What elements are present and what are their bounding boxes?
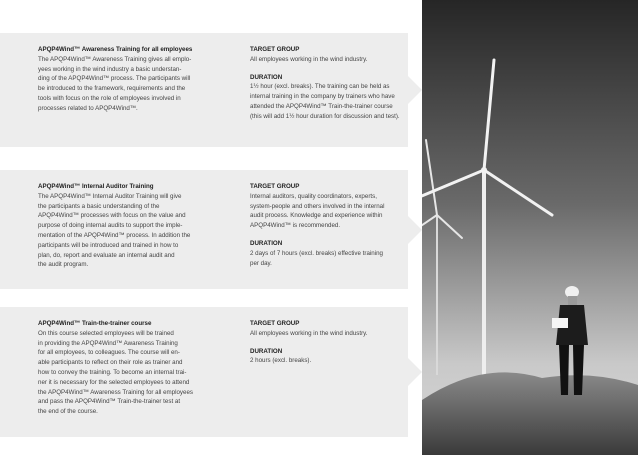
duration-line: per day. xyxy=(250,259,272,267)
duration-label: DURATION xyxy=(250,347,283,355)
description-line: and pass the APQP4Wind™ Train-the-trainer test at xyxy=(38,398,181,406)
description-line: how to convey the training. To become an internal trai- xyxy=(38,368,187,376)
course-title: APQP4Wind™ Internal Auditor Training xyxy=(38,183,154,190)
target-group-label: TARGET GROUP xyxy=(250,46,300,53)
duration-line: internal training in the company by trainers who have xyxy=(250,93,395,101)
internal-auditor-panel xyxy=(0,170,408,289)
duration-label: DURATION xyxy=(250,73,283,81)
course-details xyxy=(250,319,400,366)
grassy-hill xyxy=(422,372,638,455)
description-line: On this course selected employees will be trained xyxy=(38,329,174,337)
description-line: processes related to APQP4Wind™. xyxy=(38,104,138,112)
duration-line: (this will add 1½ hour duration for discussion and test). xyxy=(250,112,400,120)
panel-arrow xyxy=(408,358,422,386)
description-line: the APQP4Wind™ Awareness Training for all employees xyxy=(38,388,193,396)
description-line: yees working in the wind industry a basic understan- xyxy=(38,65,182,73)
duration-line: 2 days of 7 hours (excl. breaks) effective training xyxy=(250,249,383,257)
description-line: the audit program. xyxy=(38,261,89,269)
description-line: able participants to reflect on their role as trainer and xyxy=(38,359,183,367)
description-line: participants will be introduced and trained in how to xyxy=(38,241,179,249)
target-group-line: system-people and others involved in the internal xyxy=(250,202,385,210)
description-line: purpose of doing internal audits to support the imple- xyxy=(38,222,183,230)
duration-line: 1½ hour (excl. breaks). The training can be held as xyxy=(250,83,390,91)
duration-line: 2 hours (excl. breaks). xyxy=(250,357,312,365)
description-line: The APQP4Wind™ Awareness Training gives all emplo- xyxy=(38,55,192,63)
description-line: be introduced to the framework, requirements and the xyxy=(38,85,186,93)
description-line: the participants a basic understanding of the xyxy=(38,202,160,210)
description-line: mentation of the APQP4Wind™ process. In addition the xyxy=(38,231,191,239)
panel-arrow xyxy=(408,216,422,244)
turbine-tower-far xyxy=(436,215,438,375)
awareness-training-panel xyxy=(0,33,408,147)
description-line: in providing the APQP4Wind™ Awareness Training xyxy=(38,339,178,347)
duration-label: DURATION xyxy=(250,239,283,247)
target-group-line: All employees working in the wind industry. xyxy=(250,329,368,337)
description-line: ding of the APQP4Wind™ process. The participants will xyxy=(38,75,191,83)
target-group-label: TARGET GROUP xyxy=(250,320,300,327)
course-details xyxy=(250,45,400,122)
course-details xyxy=(250,182,400,268)
description-line: the end of the course. xyxy=(38,408,98,416)
target-group-line: audit process. Knowledge and experience within xyxy=(250,212,383,220)
course-description xyxy=(38,182,208,270)
course-title: APQP4Wind™ Awareness Training for all employees xyxy=(38,46,193,53)
description-line: APQP4Wind™ processes with focus on the value and xyxy=(38,212,186,220)
target-group-line: Internal auditors, quality coordinators, experts, xyxy=(250,192,377,200)
course-description xyxy=(38,45,208,114)
duration-line: attended the APQP4Wind™ Train-the-trainer course xyxy=(250,102,393,110)
description-line: ner it is necessary for the selected employees to attend xyxy=(38,378,190,386)
description-line: plan, do, report and evaluate an internal audit and xyxy=(38,251,175,259)
panel-arrow xyxy=(408,76,422,104)
target-group-label: TARGET GROUP xyxy=(250,183,300,190)
description-line: for all employees, to colleagues. The course will en- xyxy=(38,349,180,357)
wind-turbine-photo xyxy=(422,0,638,455)
target-group-line: APQP4Wind™ is recommended. xyxy=(250,222,341,230)
description-line: tools with focus on the role of employees involved in xyxy=(38,94,181,102)
course-title: APQP4Wind™ Train-the-trainer course xyxy=(38,320,152,327)
description-line: The APQP4Wind™ Internal Auditor Training will give xyxy=(38,192,182,200)
course-description xyxy=(38,319,208,417)
turbine-tower xyxy=(482,170,486,385)
train-the-trainer-panel xyxy=(0,307,408,437)
wind-turbine-photo-graphic xyxy=(422,0,638,455)
target-group-line: All employees working in the wind industry. xyxy=(250,55,368,63)
